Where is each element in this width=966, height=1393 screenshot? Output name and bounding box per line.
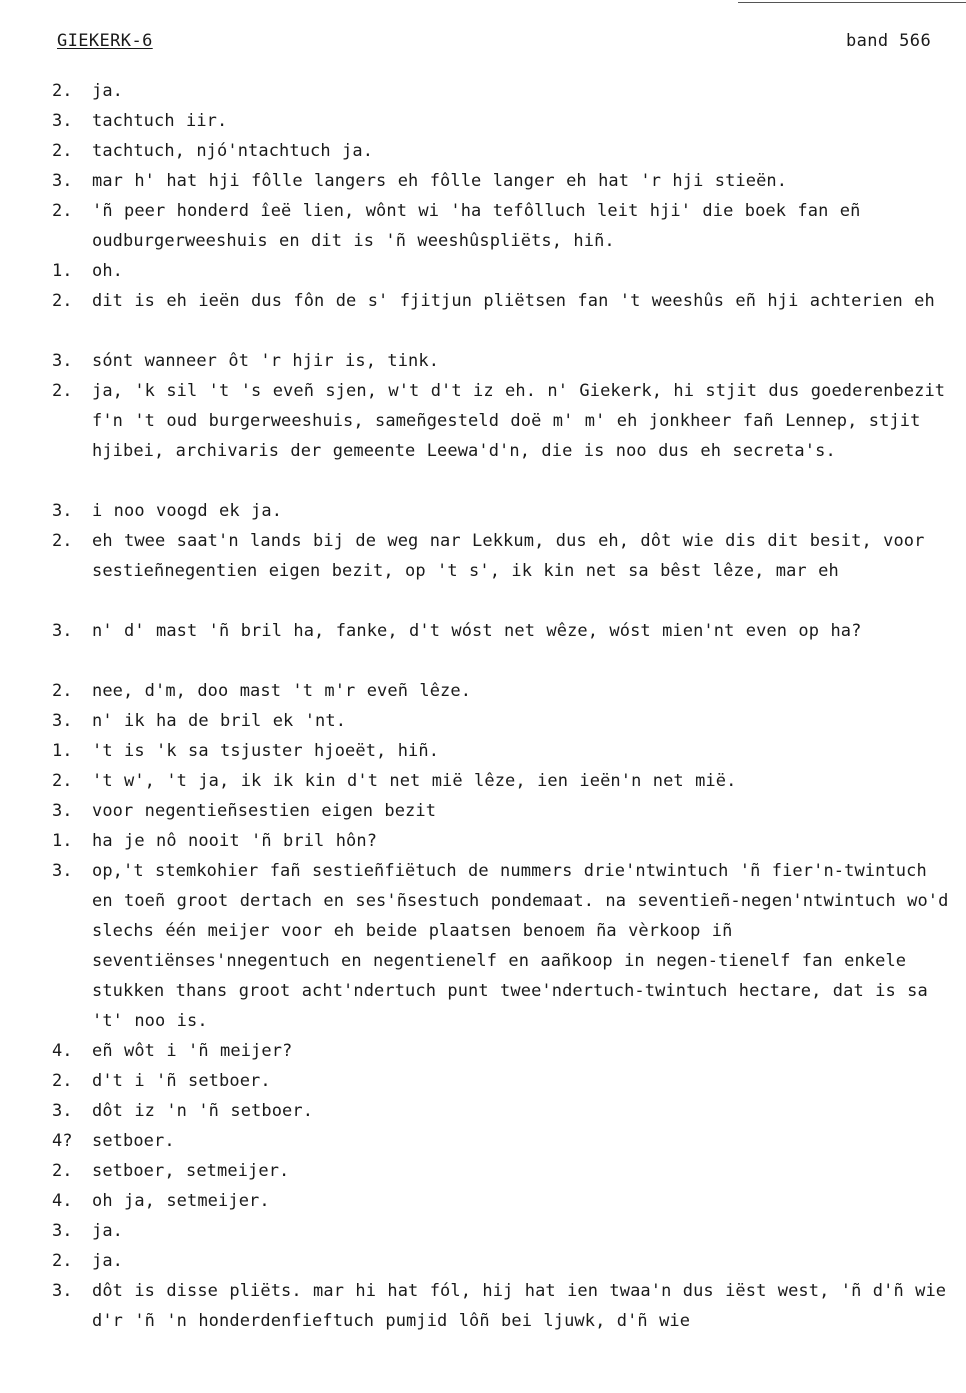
transcript-line: [0, 106, 966, 136]
utterance-text: setboer.: [92, 1131, 175, 1151]
speaker-number: 2.: [52, 1251, 73, 1271]
utterance-text: ja.: [92, 1251, 124, 1271]
utterance-text: 'ñ peer honderd îeë lien, wônt wi 'ha tefôlluch leit hji' die boek fan eñ oudburgerweeshuis en dit is 'ñ weeshûspliëts, hiñ.: [92, 201, 861, 251]
speaker-number: 4.: [52, 1041, 73, 1061]
transcript-line: [0, 346, 966, 376]
transcript-line: [0, 1066, 966, 1096]
transcript-line: [0, 76, 966, 106]
utterance-text: eh twee saat'n lands bij de weg nar Lekkum, dus eh, dôt wie dis dit besit, voor sestieñnegentien eigen bezit, op 't s', ik kin net sa bêst lêze, mar eh: [92, 531, 925, 581]
utterance-text: eñ wôt i 'ñ meijer?: [92, 1041, 293, 1061]
utterance-text: n' ik ha de bril ek 'nt.: [92, 711, 347, 731]
speaker-number: 2.: [52, 681, 73, 701]
transcript-line: [0, 166, 966, 196]
transcript-line: [0, 526, 966, 616]
speaker-number: 2.: [52, 1071, 73, 1091]
top-rule: [738, 2, 966, 3]
transcript-line: [0, 826, 966, 856]
utterance-text: 't is 'k sa tsjuster hjoeët, hiñ.: [92, 741, 440, 761]
speaker-number: 2.: [52, 291, 73, 311]
utterance-text: dit is eh ieën dus fôn de s' fjitjun pliëtsen fan 't weeshûs eñ hji achterien eh: [92, 291, 935, 311]
speaker-number: 3.: [52, 111, 73, 131]
transcript-line: [0, 136, 966, 166]
speaker-number: 3.: [52, 1221, 73, 1241]
utterance-text: ja.: [92, 1221, 124, 1241]
transcript-line: [0, 706, 966, 736]
transcript-line: [0, 196, 966, 256]
speaker-number: 1.: [52, 831, 73, 851]
speaker-number: 3.: [52, 861, 73, 881]
transcript-line: [0, 736, 966, 766]
transcript-line: [0, 796, 966, 826]
transcript-line: [0, 496, 966, 526]
speaker-number: 3.: [52, 801, 73, 821]
speaker-number: 2.: [52, 1161, 73, 1181]
transcript-line: [0, 1156, 966, 1186]
transcript-line: [0, 1246, 966, 1276]
utterance-text: mar h' hat hji fôlle langers eh fôlle langer eh hat 'r hji stieën.: [92, 171, 788, 191]
speaker-number: 3.: [52, 501, 73, 521]
speaker-number: 2.: [52, 201, 73, 221]
speaker-number: 2.: [52, 141, 73, 161]
utterance-text: nee, d'm, doo mast 't m'r eveñ lêze.: [92, 681, 472, 701]
utterance-text: tachtuch, njó'ntachtuch ja.: [92, 141, 374, 161]
speaker-number: 2.: [52, 771, 73, 791]
speaker-number: 2.: [52, 381, 73, 401]
transcript: [0, 76, 966, 1336]
utterance-text: ja.: [92, 81, 124, 101]
speaker-number: 2.: [52, 531, 73, 551]
speaker-number: 3.: [52, 171, 73, 191]
utterance-text: sónt wanneer ôt 'r hjir is, tink.: [92, 351, 440, 371]
speaker-number: 1.: [52, 261, 73, 281]
utterance-text: 't w', 't ja, ik ik kin d't net mië lêze, ien ieën'n net mië.: [92, 771, 737, 791]
tape-number: band 566: [846, 31, 932, 51]
speaker-number: 4?: [52, 1131, 73, 1151]
utterance-text: oh ja, setmeijer.: [92, 1191, 270, 1211]
transcript-line: [0, 256, 966, 286]
utterance-text: oh.: [92, 261, 124, 281]
transcript-line: [0, 376, 966, 496]
utterance-text: tachtuch iir.: [92, 111, 228, 131]
speaker-number: 3.: [52, 711, 73, 731]
transcript-line: [0, 676, 966, 706]
transcript-line: [0, 616, 966, 676]
transcript-line: [0, 1276, 966, 1336]
utterance-text: op,'t stemkohier fañ sestieñfiëtuch de nummers drie'ntwintuch 'ñ fier'n-twintuch en toeñ groot dertach en ses'ñsestuch pondemaat. na seventieñ-negen'ntwintuch wo'd slechs één meijer voor eh beide plaatsen benoem ña vèrkoop iñ seventiënses'nnegentuch en negentienelf en aañkoop in negen-tienelf fan enkele stukken thans groot acht'ndertuch punt twee'ndertuch-twintuch hectare, dat is sa 't' noo is.: [92, 861, 949, 1031]
utterance-text: i noo voogd ek ja.: [92, 501, 283, 521]
utterance-text: ha je nô nooit 'ñ bril hôn?: [92, 831, 378, 851]
transcript-line: [0, 1036, 966, 1066]
speaker-number: 1.: [52, 741, 73, 761]
utterance-text: dôt iz 'n 'ñ setboer.: [92, 1101, 314, 1121]
utterance-text: dôt is disse pliëts. mar hi hat fól, hij hat ien twaa'n dus iëst west, 'ñ d'ñ wie d'r 'ñ 'n honderdenfieftuch pumjid lôñ bei ljuwk, d'ñ wie: [92, 1281, 947, 1331]
transcript-line: [0, 1216, 966, 1246]
speaker-number: 3.: [52, 351, 73, 371]
transcript-line: [0, 1096, 966, 1126]
utterance-text: ja, 'k sil 't 's eveñ sjen, w't d't iz eh. n' Giekerk, hi stjit dus goederenbezit f'n 't oud burgerweeshuis, sameñgesteld doë m' m' eh jonkheer fañ Lennep, stjit hjibei, archivaris der gemeente Leewa'd'n, die is noo dus eh secreta's.: [92, 381, 946, 461]
speaker-number: 3.: [52, 1101, 73, 1121]
document-title: GIEKERK-6: [57, 31, 153, 51]
transcript-line: [0, 286, 966, 346]
utterance-text: n' d' mast 'ñ bril ha, fanke, d't wóst net wêze, wóst mien'nt even op ha?: [92, 621, 862, 641]
utterance-text: setboer, setmeijer.: [92, 1161, 290, 1181]
utterance-text: d't i 'ñ setboer.: [92, 1071, 271, 1091]
speaker-number: 2.: [52, 81, 73, 101]
speaker-number: 3.: [52, 1281, 73, 1301]
transcript-line: [0, 1186, 966, 1216]
speaker-number: 3.: [52, 621, 73, 641]
transcript-line: [0, 856, 966, 1036]
transcript-line: [0, 1126, 966, 1156]
utterance-text: voor negentieñsestien eigen bezit: [92, 801, 437, 821]
transcript-line: [0, 766, 966, 796]
speaker-number: 4.: [52, 1191, 73, 1211]
